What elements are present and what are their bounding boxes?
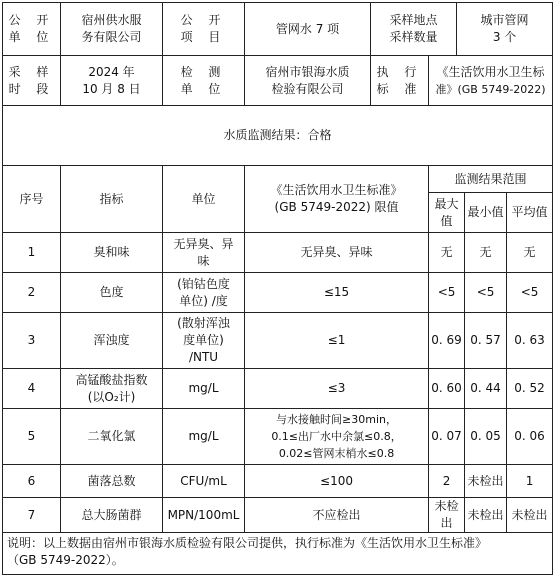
row-unit: mg/L xyxy=(163,369,245,409)
row-limit: 与水接触时间≥30min， 0.1≤出厂水中余氯≤0.8， 0.02≤管网末梢水≤0.8 xyxy=(245,409,429,465)
standard-label: 执 行 标 准 xyxy=(371,56,429,106)
row-unit: mg/L xyxy=(163,409,245,465)
row-max: 0. 07 xyxy=(429,409,465,465)
column-header-row-1 xyxy=(3,166,553,193)
row-index: 4 xyxy=(3,369,61,409)
row-unit: (铂钴色度 单位) /度 xyxy=(163,273,245,313)
col-max: 最大值 xyxy=(429,193,465,233)
row-min: 0. 57 xyxy=(465,313,507,369)
note: 说明：以上数据由宿州市银海水质检验有限公司提供，执行标准为《生活饮用水卫生标准》 （GB 5749-2022）。 xyxy=(3,533,553,575)
row-limit: ≤1 xyxy=(245,313,429,369)
row-unit: CFU/mL xyxy=(163,465,245,498)
row-unit: 无异臭、异 味 xyxy=(163,233,245,273)
table-row xyxy=(3,233,553,273)
table-row xyxy=(3,409,553,465)
row-max: 未检出 xyxy=(429,498,465,533)
row-indicator: 二氧化氯 xyxy=(61,409,163,465)
row-index: 1 xyxy=(3,233,61,273)
row-limit: ≤3 xyxy=(245,369,429,409)
row-max: 0. 69 xyxy=(429,313,465,369)
col-indicator: 指标 xyxy=(61,166,163,233)
row-min: 0. 05 xyxy=(465,409,507,465)
row-unit: MPN/100mL xyxy=(163,498,245,533)
row-index: 3 xyxy=(3,313,61,369)
col-avg: 平均值 xyxy=(507,193,553,233)
row-indicator: 高锰酸盐指数 (以O₂计) xyxy=(61,369,163,409)
col-limit: 《生活饮用水卫生标准》 (GB 5749-2022) 限值 xyxy=(245,166,429,233)
sampling-label: 采样地点 采样数量 xyxy=(371,3,457,56)
note-row xyxy=(3,533,553,575)
row-min: <5 xyxy=(465,273,507,313)
row-indicator: 总大肠菌群 xyxy=(61,498,163,533)
table-row xyxy=(3,273,553,313)
row-index: 6 xyxy=(3,465,61,498)
row-indicator: 菌落总数 xyxy=(61,465,163,498)
row-index: 7 xyxy=(3,498,61,533)
row-min: 未检出 xyxy=(465,465,507,498)
row-max: 2 xyxy=(429,465,465,498)
row-limit: ≤15 xyxy=(245,273,429,313)
table-row xyxy=(3,465,553,498)
result-row xyxy=(3,106,553,166)
row-max: 0. 60 xyxy=(429,369,465,409)
sampling-value: 城市管网 3 个 xyxy=(457,3,553,56)
row-avg: 0. 63 xyxy=(507,313,553,369)
row-avg: 0. 52 xyxy=(507,369,553,409)
report-table xyxy=(2,2,553,575)
row-index: 2 xyxy=(3,273,61,313)
row-unit: (散射浑浊 度单位) /NTU xyxy=(163,313,245,369)
row-index: 5 xyxy=(3,409,61,465)
standard-value: 《生活饮用水卫生标 准》(GB 5749-2022) xyxy=(429,56,553,106)
row-indicator: 浑浊度 xyxy=(61,313,163,369)
col-unit: 单位 xyxy=(163,166,245,233)
row-max: 无 xyxy=(429,233,465,273)
row-indicator: 臭和味 xyxy=(61,233,163,273)
header-row-1 xyxy=(3,3,553,56)
row-min: 未检出 xyxy=(465,498,507,533)
row-avg: 1 xyxy=(507,465,553,498)
table-row xyxy=(3,369,553,409)
row-avg: <5 xyxy=(507,273,553,313)
header-row-2 xyxy=(3,56,553,106)
unit-value: 宿州市银海水质 检验有限公司 xyxy=(245,56,371,106)
period-value: 2024 年 10 月 8 日 xyxy=(61,56,163,106)
row-indicator: 色度 xyxy=(61,273,163,313)
row-limit: ≤100 xyxy=(245,465,429,498)
row-max: <5 xyxy=(429,273,465,313)
result-line: 水质监测结果：合格 xyxy=(3,106,553,166)
row-min: 无 xyxy=(465,233,507,273)
publisher-value: 宿州供水服 务有限公司 xyxy=(61,3,163,56)
row-avg: 无 xyxy=(507,233,553,273)
col-min: 最小值 xyxy=(465,193,507,233)
row-limit: 不应检出 xyxy=(245,498,429,533)
project-value: 管网水 7 项 xyxy=(245,3,371,56)
row-min: 0. 44 xyxy=(465,369,507,409)
col-index: 序号 xyxy=(3,166,61,233)
unit-label: 检 测 单 位 xyxy=(163,56,245,106)
row-limit: 无异臭、异味 xyxy=(245,233,429,273)
period-label: 采 样 时 段 xyxy=(3,56,61,106)
table-row xyxy=(3,313,553,369)
row-avg: 未检出 xyxy=(507,498,553,533)
table-row xyxy=(3,498,553,533)
row-avg: 0. 06 xyxy=(507,409,553,465)
publisher-label: 公 开 单 位 xyxy=(3,3,61,56)
project-label: 公 开 项 目 xyxy=(163,3,245,56)
col-range-group: 监测结果范围 xyxy=(429,166,553,193)
